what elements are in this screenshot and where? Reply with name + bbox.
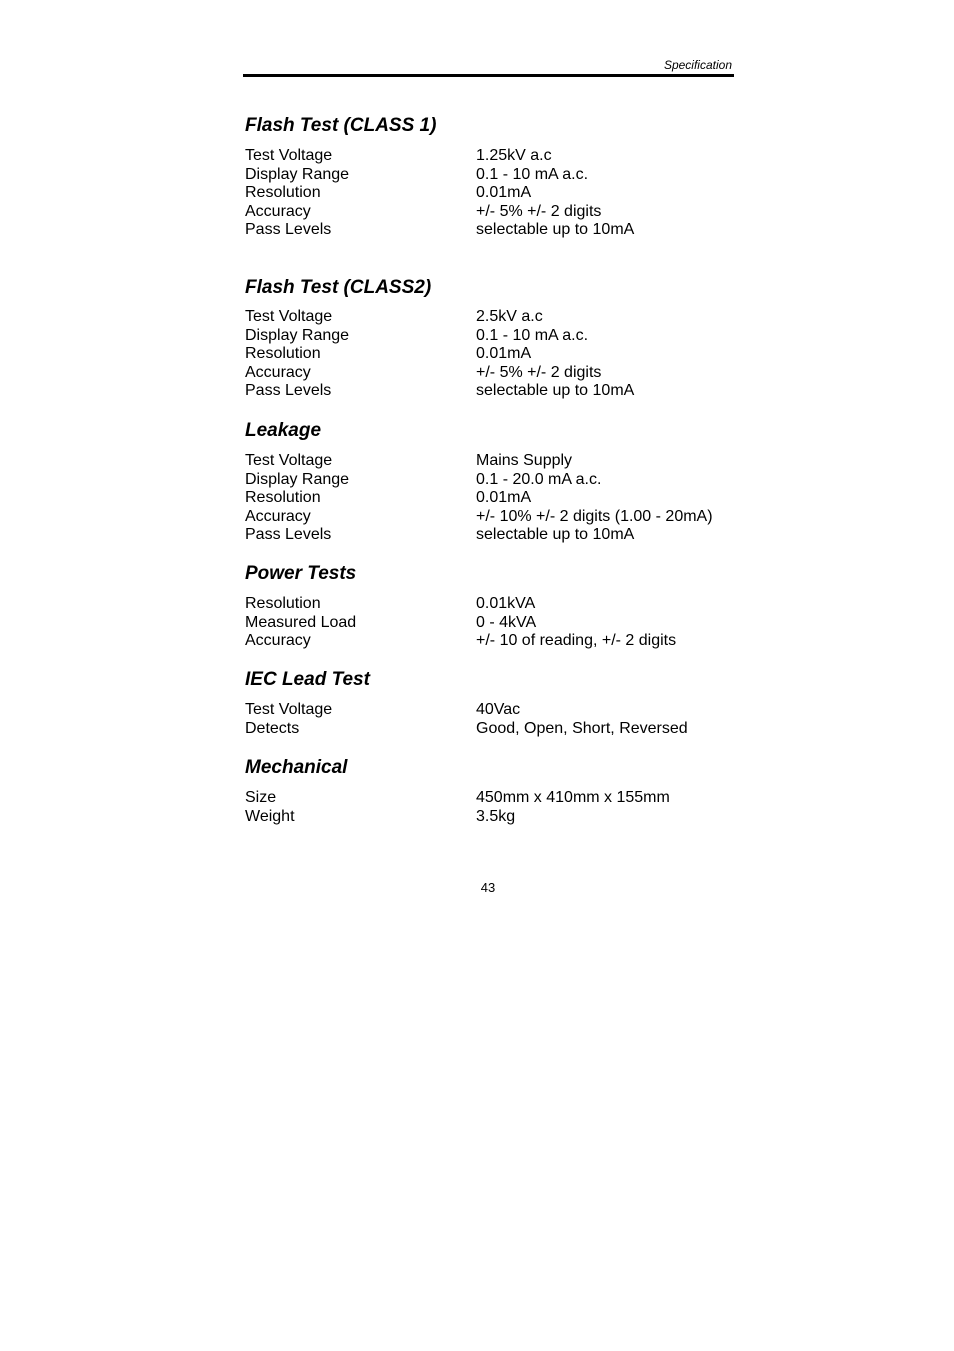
spec-label: Display Range (245, 470, 350, 488)
running-header: Specification (663, 58, 732, 72)
section-title-leakage: Leakage (245, 420, 322, 441)
spec-row (245, 701, 734, 720)
spec-row (245, 526, 734, 545)
spec-row (245, 166, 734, 185)
spec-value: 0.01mA (476, 345, 532, 362)
spec-label: Accuracy (245, 363, 311, 381)
section-title-flash-test-class2: Flash Test (CLASS2) (245, 277, 432, 298)
spec-value: 2.5kV a.c (476, 308, 543, 325)
spec-label: Weight (245, 807, 295, 825)
spec-row (245, 345, 734, 364)
spec-row (245, 308, 734, 327)
spec-row (245, 364, 734, 383)
spec-row (245, 508, 734, 527)
spec-value: selectable up to 10mA (476, 382, 635, 399)
spec-table-flash-test-class2 (245, 308, 734, 401)
spec-value: Good, Open, Short, Reversed (476, 719, 688, 737)
spec-value: selectable up to 10mA (476, 221, 635, 238)
spec-row (245, 221, 734, 240)
spec-label: Display Range (245, 165, 350, 183)
spec-value: selectable up to 10mA (476, 526, 635, 543)
spec-value: 0.01mA (476, 489, 532, 506)
spec-value: 0 - 4kVA (476, 613, 537, 631)
spec-label: Resolution (245, 184, 321, 201)
spec-label: Pass Levels (245, 526, 332, 543)
spec-row (245, 147, 734, 166)
spec-value: Mains Supply (476, 452, 573, 469)
page-number: 43 (480, 880, 496, 895)
spec-table-leakage (245, 452, 734, 545)
spec-label: Accuracy (245, 507, 311, 525)
header-rule (243, 74, 734, 77)
spec-table-power-tests (245, 595, 734, 651)
spec-value: 0.01kVA (476, 595, 536, 612)
spec-value: +/- 10 of reading, +/- 2 digits (476, 632, 677, 649)
spec-row (245, 808, 734, 827)
spec-row (245, 382, 734, 401)
spec-value: 0.1 - 10 mA a.c. (476, 165, 589, 183)
spec-value: 0.01mA (476, 184, 532, 201)
spec-row (245, 632, 734, 651)
spec-label: Size (245, 789, 277, 806)
spec-label: Detects (245, 719, 300, 737)
spec-label: Display Range (245, 326, 350, 344)
section-title-mechanical: Mechanical (245, 757, 348, 778)
spec-row (245, 203, 734, 222)
spec-label: Resolution (245, 345, 321, 362)
spec-label: Test Voltage (245, 308, 333, 325)
spec-row (245, 471, 734, 490)
section-title-iec-lead-test: IEC Lead Test (245, 669, 370, 690)
spec-value: 1.25kV a.c (476, 147, 552, 164)
spec-value: +/- 5% +/- 2 digits (476, 202, 602, 220)
spec-row (245, 489, 734, 508)
spec-row (245, 720, 734, 739)
section-title-flash-test-class1: Flash Test (CLASS 1) (245, 115, 437, 136)
spec-value: 3.5kg (476, 807, 516, 825)
spec-label: Resolution (245, 489, 321, 506)
spec-label: Pass Levels (245, 382, 332, 399)
spec-label: Test Voltage (245, 147, 333, 164)
spec-row (245, 452, 734, 471)
spec-table-flash-test-class1 (245, 147, 734, 240)
spec-value: 450mm x 410mm x 155mm (476, 789, 670, 806)
spec-row (245, 595, 734, 614)
spec-row (245, 327, 734, 346)
spec-value: +/- 5% +/- 2 digits (476, 363, 602, 381)
spec-label: Pass Levels (245, 221, 332, 238)
spec-value: 0.1 - 10 mA a.c. (476, 326, 589, 344)
spec-label: Resolution (245, 595, 321, 612)
spec-value: 40Vac (476, 701, 521, 718)
spec-label: Test Voltage (245, 701, 333, 718)
spec-row (245, 614, 734, 633)
spec-label: Accuracy (245, 202, 311, 220)
spec-row (245, 184, 734, 203)
section-title-power-tests: Power Tests (245, 563, 357, 584)
spec-table-iec-lead-test (245, 701, 734, 738)
spec-row (245, 789, 734, 808)
spec-label: Accuracy (245, 632, 311, 649)
spec-table-mechanical (245, 789, 734, 826)
spec-label: Measured Load (245, 613, 357, 631)
spec-label: Test Voltage (245, 452, 333, 469)
spec-value: 0.1 - 20.0 mA a.c. (476, 470, 602, 488)
spec-value: +/- 10% +/- 2 digits (1.00 - 20mA) (476, 507, 713, 525)
